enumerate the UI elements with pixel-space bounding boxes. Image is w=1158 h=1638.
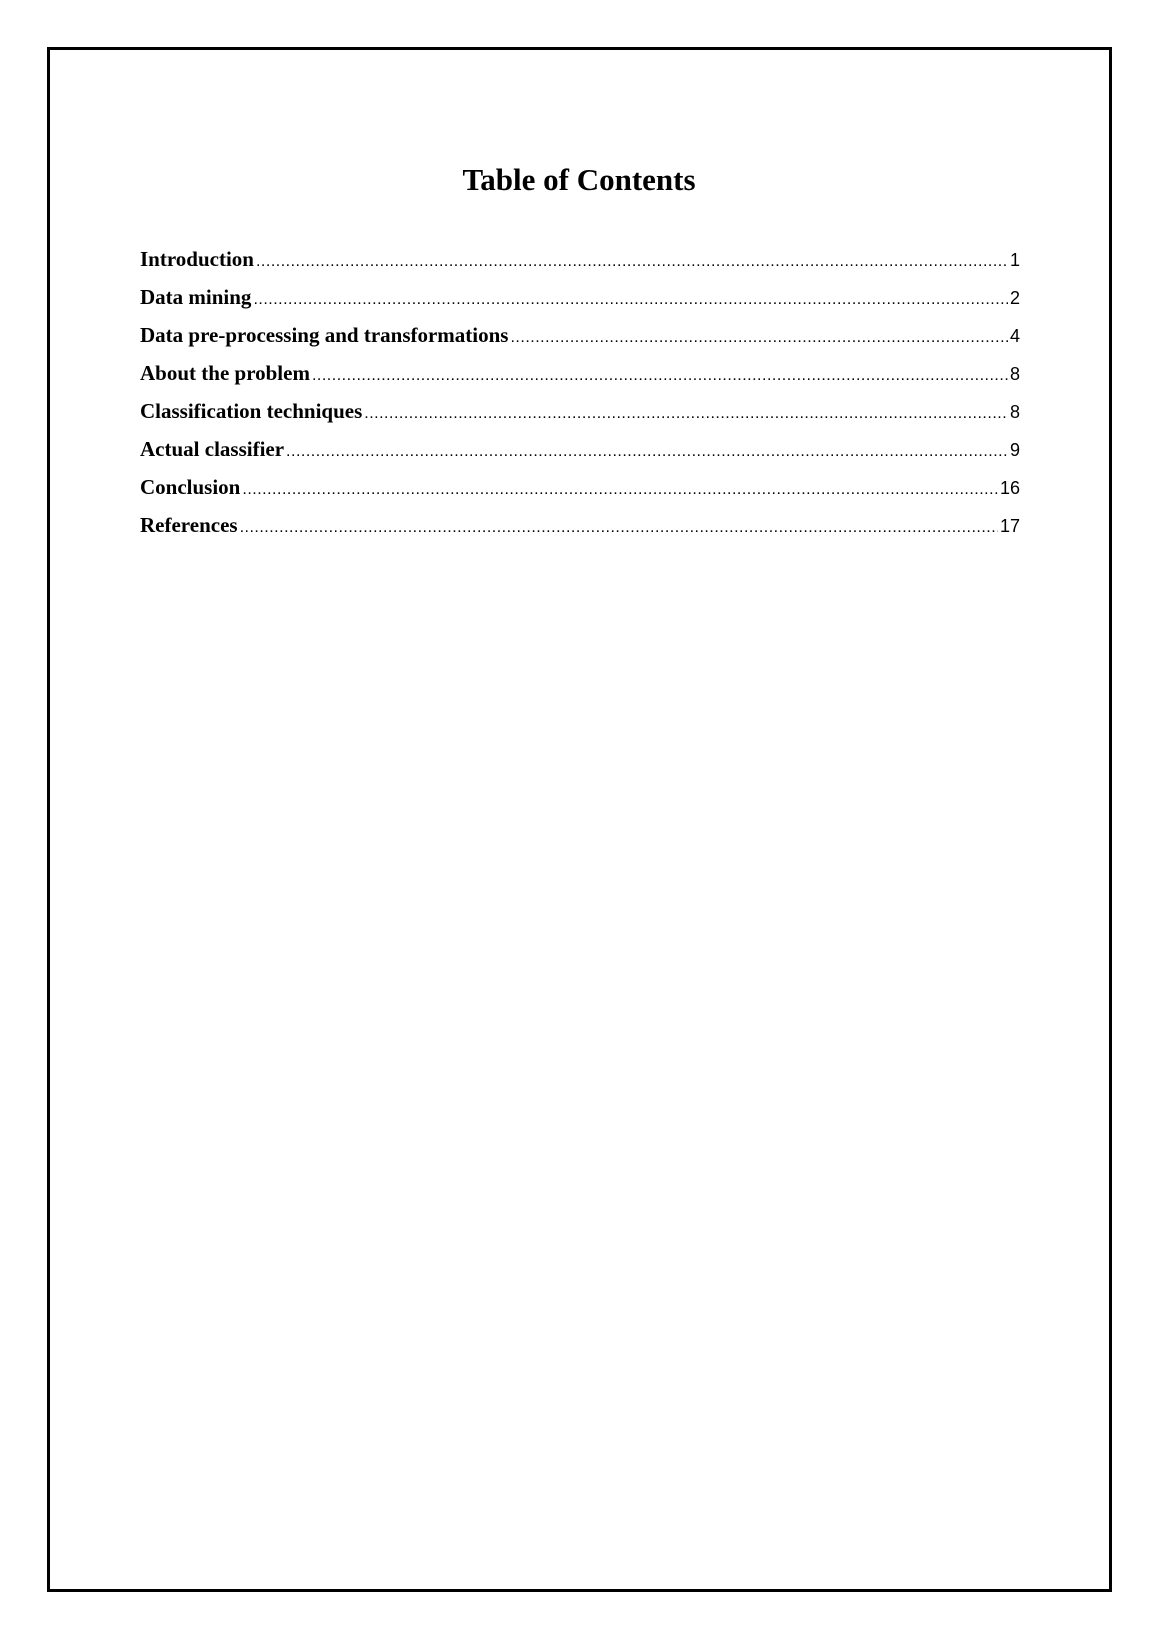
toc-list — [140, 245, 1020, 549]
toc-entry-label: Introduction — [140, 247, 254, 271]
toc-entry-page: 2 — [1009, 288, 1020, 308]
toc-entry-label: Conclusion — [140, 475, 241, 499]
toc-entry-label: Actual classifier — [140, 437, 285, 461]
toc-entry-label: Data mining — [140, 285, 252, 309]
toc-entry-label: Data pre-processing and transformations — [140, 323, 509, 347]
toc-item — [140, 283, 1020, 321]
toc-entry-label: Classification techniques — [140, 399, 363, 423]
toc-entry-label: About the problem — [140, 361, 310, 385]
toc-entry-page: 8 — [1009, 402, 1020, 422]
toc-entry-page: 17 — [999, 516, 1020, 536]
dot-leader — [240, 514, 998, 542]
toc-entry-page: 16 — [999, 478, 1020, 498]
toc-item — [140, 321, 1020, 359]
toc-item — [140, 359, 1020, 397]
toc-entry-page: 9 — [1009, 440, 1020, 460]
toc-entry-page: 4 — [1009, 326, 1020, 346]
toc-title: Table of Contents — [462, 162, 696, 197]
toc-entry-actual-classifier[interactable] — [140, 435, 1020, 473]
toc-item — [140, 245, 1020, 283]
dot-leader — [286, 438, 1008, 466]
toc-entry-data-mining[interactable] — [140, 283, 1020, 321]
dot-leader — [256, 248, 1008, 276]
dot-leader — [242, 476, 998, 504]
toc-entry-conclusion[interactable] — [140, 473, 1020, 511]
dot-leader — [364, 400, 1008, 428]
toc-entry-introduction[interactable] — [140, 245, 1020, 283]
toc-item — [140, 397, 1020, 435]
dot-leader — [253, 286, 1008, 314]
toc-entry-page: 8 — [1009, 364, 1020, 384]
toc-entry-classification-techniques[interactable] — [140, 397, 1020, 435]
dot-leader — [510, 324, 1008, 352]
toc-item — [140, 511, 1020, 549]
toc-item — [140, 473, 1020, 511]
toc-item — [140, 435, 1020, 473]
dot-leader — [312, 362, 1008, 390]
toc-entry-references[interactable] — [140, 511, 1020, 549]
toc-entry-label: References — [140, 513, 238, 537]
toc-entry-data-pre-processing[interactable] — [140, 321, 1020, 359]
toc-entry-page: 1 — [1009, 250, 1020, 270]
toc-entry-about-the-problem[interactable] — [140, 359, 1020, 397]
